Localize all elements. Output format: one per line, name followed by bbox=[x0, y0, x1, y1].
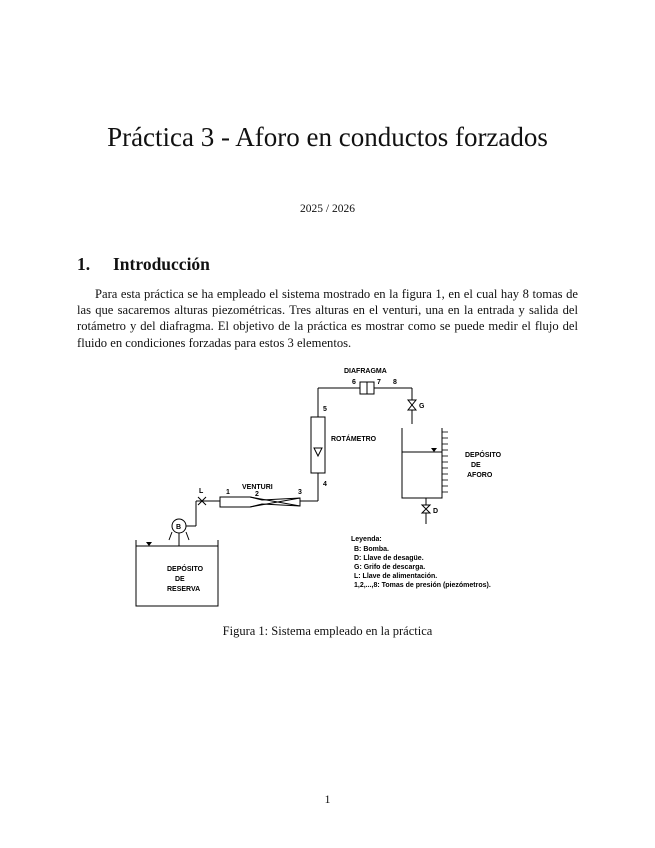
academic-year: 2025 / 2026 bbox=[300, 203, 355, 215]
toma-3: 3 bbox=[298, 489, 302, 496]
system-diagram bbox=[120, 360, 540, 620]
legend-item: L: Llave de alimentación. bbox=[354, 573, 438, 580]
intro-paragraph: Para esta práctica se ha empleado el sistema mostrado en la figura 1, en el cual hay 8 tomas de las que sacaremos alturas piezométricas. Tres alturas en el venturi, una en la entrada y salida del rotámetro y del diafragma. El objetivo de la práctica es mostrar como se puede medir el flujo del fluido en condiciones forzadas para estos 3 elementos. bbox=[77, 287, 578, 350]
page-number: 1 bbox=[324, 792, 331, 806]
label-venturi: VENTURI bbox=[242, 484, 273, 491]
rotameter bbox=[311, 417, 325, 473]
legend-item: G: Grifo de descarga. bbox=[354, 564, 426, 571]
label-aforo-3: AFORO bbox=[467, 472, 493, 479]
label-aforo-1: DEPÓSITO bbox=[465, 452, 502, 459]
toma-6: 6 bbox=[352, 379, 356, 386]
toma-7: 7 bbox=[377, 379, 381, 386]
aforo-tank bbox=[402, 428, 442, 498]
reserve-level-marker bbox=[146, 542, 152, 546]
toma-4: 4 bbox=[323, 481, 327, 488]
legend-item: B: Bomba. bbox=[354, 546, 389, 553]
label-rotametro: ROTÁMETRO bbox=[331, 436, 377, 443]
reserve-tank bbox=[136, 540, 218, 606]
label-reserva-2: DE bbox=[175, 576, 185, 583]
label-diafragma: DIAFRAGMA bbox=[344, 368, 387, 375]
section-title: Introducción bbox=[113, 254, 210, 274]
legend-title: Leyenda: bbox=[351, 536, 382, 543]
aforo-level-marker bbox=[431, 448, 437, 452]
toma-8: 8 bbox=[393, 379, 397, 386]
figure-caption: Figura 1: Sistema empleado en la práctica bbox=[222, 624, 433, 638]
grifo-g-valve bbox=[408, 400, 416, 410]
llave-d-valve bbox=[422, 505, 430, 513]
label-b: B bbox=[176, 524, 182, 531]
toma-5: 5 bbox=[323, 406, 327, 413]
page-title: Práctica 3 - Aforo en conductos forzados bbox=[107, 122, 548, 152]
legend-item: 1,2,...,8: Tomas de presión (piezómetros). bbox=[354, 582, 491, 589]
toma-2: 2 bbox=[255, 491, 259, 498]
section-number: 1. bbox=[77, 254, 91, 274]
section-heading bbox=[77, 254, 210, 275]
label-l: L bbox=[199, 488, 204, 495]
label-reserva-1: DEPÓSITO bbox=[167, 566, 204, 573]
legend-item: D: Llave de desagüe. bbox=[354, 555, 424, 562]
label-d: D bbox=[433, 508, 439, 515]
toma-1: 1 bbox=[226, 489, 230, 496]
label-reserva-3: RESERVA bbox=[167, 586, 201, 593]
label-g: G bbox=[419, 403, 425, 410]
label-aforo-2: DE bbox=[471, 462, 481, 469]
